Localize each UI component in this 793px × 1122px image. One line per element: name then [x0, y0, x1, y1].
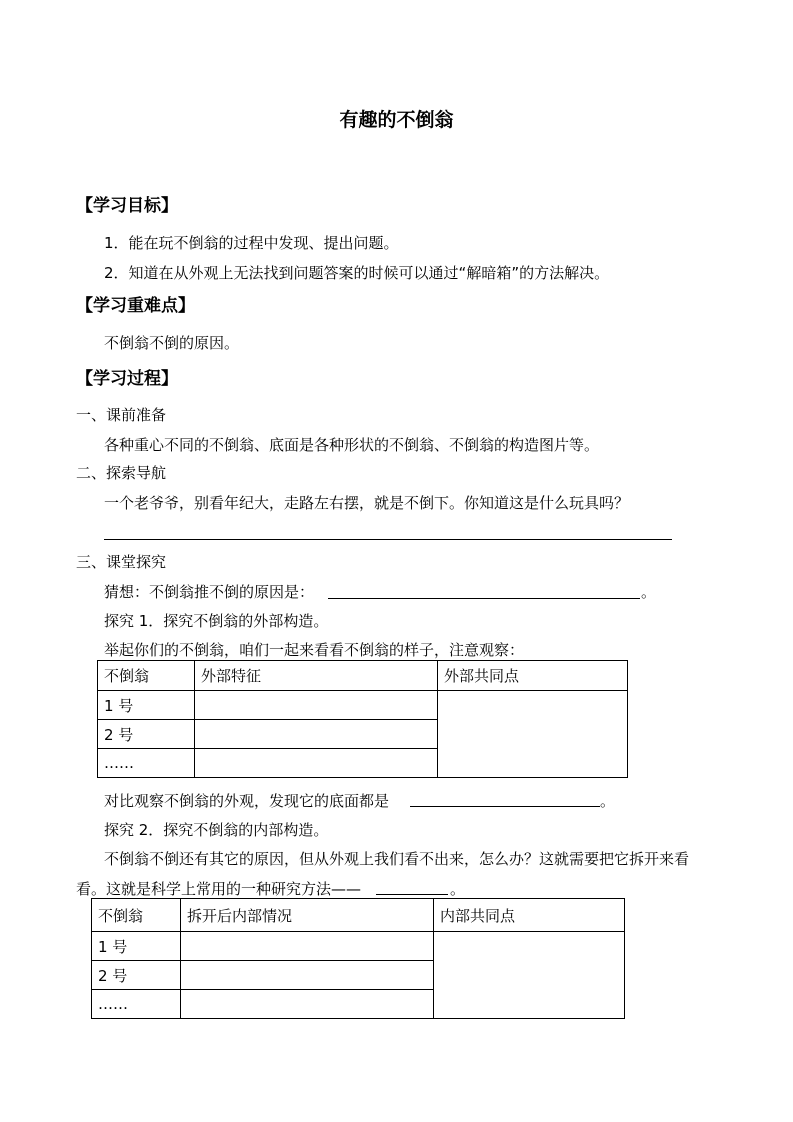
exterior-header-features: 外部特征	[195, 661, 438, 691]
interior-inside-cell-3[interactable]	[181, 990, 434, 1019]
guess-answer-line[interactable]	[328, 598, 640, 599]
interior-header-tumbler: 不倒翁	[92, 899, 181, 932]
goals-heading: 【学习目标】	[76, 196, 178, 216]
compare-label: 对比观察不倒翁的外观，发现它的底面都是	[104, 792, 390, 810]
guess-label: 猜想：不倒翁推不倒的原因是：	[104, 583, 315, 601]
interior-header-common: 内部共同点	[434, 899, 625, 932]
explore1-intro: 举起你们的不倒翁，咱们一起来看看不倒翁的样子，注意观察：	[104, 641, 525, 659]
process-heading: 【学习过程】	[76, 369, 178, 389]
exterior-features-cell-2[interactable]	[195, 720, 438, 749]
part2-answer-line[interactable]	[104, 539, 672, 540]
explore2-text-line2: 看。这就是科学上常用的一种研究方法——	[76, 880, 362, 898]
part1-heading: 一、课前准备	[76, 406, 167, 424]
exterior-features-cell-3[interactable]	[195, 749, 438, 778]
interior-table	[91, 898, 625, 1019]
interior-header-inside: 拆开后内部情况	[181, 899, 434, 932]
key-points-text: 不倒翁不倒的原因。	[104, 334, 240, 352]
compare-answer-line[interactable]	[410, 806, 600, 807]
method-answer-line[interactable]	[376, 894, 448, 895]
explore2-title: 探究 2．探究不倒翁的内部构造。	[104, 821, 329, 839]
part2-text: 一个老爷爷，别看年纪大，走路左右摆，就是不倒下。你知道这是什么玩具吗？	[104, 494, 630, 512]
table-row-label: 1 号	[98, 691, 195, 720]
exterior-common-cell[interactable]	[438, 691, 628, 778]
compare-period: 。	[600, 792, 616, 810]
interior-inside-cell-2[interactable]	[181, 961, 434, 990]
part2-heading: 二、探索导航	[76, 464, 167, 482]
key-points-heading: 【学习重难点】	[76, 296, 195, 316]
goal-item-1: 1．能在玩不倒翁的过程中发现、提出问题。	[104, 234, 399, 252]
exterior-table	[97, 660, 628, 778]
table-row-label: ……	[98, 749, 195, 778]
explore1-title: 探究 1．探究不倒翁的外部构造。	[104, 612, 329, 630]
exterior-header-tumbler: 不倒翁	[98, 661, 195, 691]
table-row-label: 1 号	[92, 932, 181, 961]
part3-heading: 三、课堂探究	[76, 553, 167, 571]
page-title: 有趣的不倒翁	[339, 109, 454, 131]
interior-inside-cell-1[interactable]	[181, 932, 434, 961]
interior-common-cell[interactable]	[434, 932, 625, 1019]
table-row-label: 2 号	[92, 961, 181, 990]
guess-period: 。	[641, 583, 657, 601]
explore2-text-line1: 不倒翁不倒还有其它的原因，但从外观上我们看不出来，怎么办？这就需要把它拆开来看	[104, 850, 690, 868]
exterior-header-common: 外部共同点	[438, 661, 628, 691]
method-period: 。	[450, 880, 466, 898]
exterior-features-cell-1[interactable]	[195, 691, 438, 720]
part1-text: 各种重心不同的不倒翁、底面是各种形状的不倒翁、不倒翁的构造图片等。	[104, 436, 600, 454]
goal-item-2: 2．知道在从外观上无法找到问题答案的时候可以通过“解暗箱”的方法解决。	[104, 264, 610, 282]
table-row-label: 2 号	[98, 720, 195, 749]
table-row-label: ……	[92, 990, 181, 1019]
